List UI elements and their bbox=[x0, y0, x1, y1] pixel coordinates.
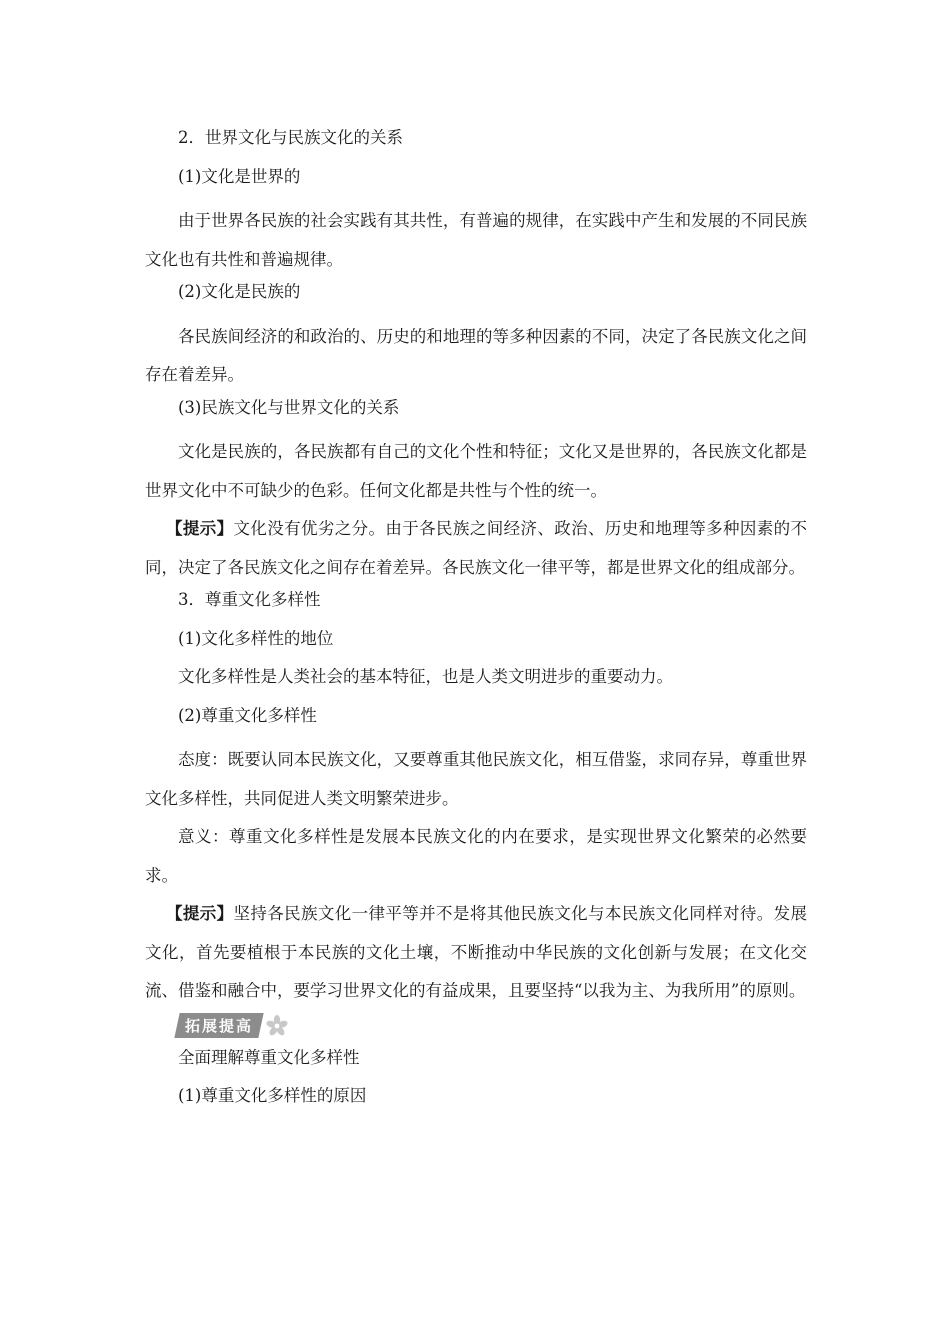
tip-2 bbox=[145, 895, 807, 1011]
section-3-heading: 3．尊重文化多样性 bbox=[178, 590, 321, 609]
section-3-2-heading: (2)尊重文化多样性 bbox=[178, 705, 317, 725]
section-2-3-heading: (3)民族文化与世界文化的关系 bbox=[178, 397, 400, 417]
tip-1-body: 文化没有优劣之分。由于各民族之间经济、政治、历史和地理等多种因素的不同，决定了各民族文化之间存在着差异。各民族文化一律平等，都是世界文化的组成部分。 bbox=[145, 519, 808, 577]
tip-2-body: 坚持各民族文化一律平等并不是将其他民族文化与本民族文化同样对待。发展文化，首先要植根于本民族的文化土壤，不断推动中华民族的文化创新与发展；在文化交流、借鉴和融合中，要学习世界文化的有益成果，且要坚持“以我为主、为我所用”的原则。 bbox=[145, 904, 808, 1000]
extension-tag-box bbox=[174, 1013, 263, 1038]
flower-icon bbox=[265, 1014, 289, 1038]
extension-tag-label: 拓展提高 bbox=[185, 1017, 254, 1035]
section-3-2-meaning: 意义：尊重文化多样性是发展本民族文化的内在要求，是实现世界文化繁荣的必然要求。 bbox=[145, 827, 807, 885]
section-2-2-heading: (2)文化是民族的 bbox=[178, 282, 301, 301]
section-2-3-body: 文化是民族的，各民族都有自己的文化个性和特征；文化又是世界的，各民族文化都是世界文化中不可缺少的色彩。任何文化都是共性与个性的统一。 bbox=[145, 442, 807, 500]
extension-tag bbox=[177, 1013, 289, 1039]
section-2-1-heading: (1)文化是世界的 bbox=[178, 166, 301, 186]
section-2-heading: 2．世界文化与民族文化的关系 bbox=[178, 128, 403, 147]
extension-1-heading: (1)尊重文化多样性的原因 bbox=[178, 1086, 367, 1105]
section-3-1-heading: (1)文化多样性的地位 bbox=[178, 628, 334, 648]
extension-title: 全面理解尊重文化多样性 bbox=[178, 1047, 360, 1067]
section-3-1-body: 文化多样性是人类社会的基本特征，也是人类文明进步的重要动力。 bbox=[178, 667, 673, 686]
tip-1 bbox=[145, 510, 807, 587]
document-content bbox=[145, 125, 807, 1122]
tip-1-label: 【提示】 bbox=[166, 519, 234, 538]
section-2-2-body: 各民族间经济的和政治的、历史的和地理的等多种因素的不同，决定了各民族文化之间存在着差异。 bbox=[145, 326, 807, 384]
section-3-2-attitude: 态度：既要认同本民族文化，又要尊重其他民族文化，相互借鉴，求同存异，尊重世界文化多样性，共同促进人类文明繁荣进步。 bbox=[145, 750, 807, 808]
tip-2-label: 【提示】 bbox=[166, 904, 234, 923]
section-2-1-body: 由于世界各民族的社会实践有其共性，有普遍的规律，在实践中产生和发展的不同民族文化也有共性和普遍规律。 bbox=[145, 211, 807, 269]
